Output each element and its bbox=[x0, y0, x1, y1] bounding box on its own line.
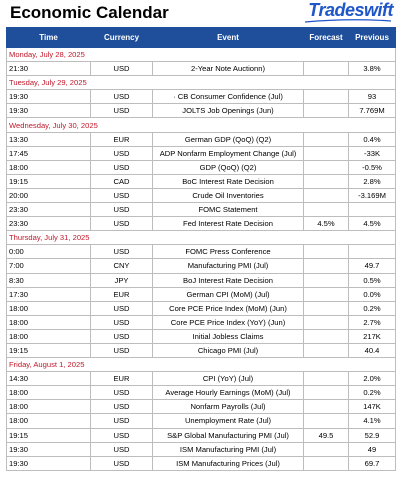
table-row bbox=[7, 203, 396, 217]
event-cell: Manufacturing PMI (Jul) bbox=[153, 259, 304, 273]
forecast-cell bbox=[304, 259, 349, 273]
previous-cell: 49 bbox=[349, 442, 396, 456]
time-cell: 18:00 bbox=[7, 329, 91, 343]
time-cell: 19:15 bbox=[7, 174, 91, 188]
event-cell: ADP Nonfarm Employment Change (Jul) bbox=[153, 146, 304, 160]
table-row bbox=[7, 343, 396, 357]
column-header-previous: Previous bbox=[349, 28, 396, 48]
table-row bbox=[7, 90, 396, 104]
event-cell: German CPI (MoM) (Jul) bbox=[153, 287, 304, 301]
table-row bbox=[7, 456, 396, 470]
time-cell: 19:30 bbox=[7, 104, 91, 118]
date-label: Monday, July 28, 2025 bbox=[7, 48, 396, 62]
forecast-cell bbox=[304, 146, 349, 160]
previous-cell: -0.5% bbox=[349, 160, 396, 174]
event-cell: S&P Global Manufacturing PMI (Jul) bbox=[153, 428, 304, 442]
currency-cell: CAD bbox=[91, 174, 153, 188]
previous-cell: 93 bbox=[349, 90, 396, 104]
forecast-cell bbox=[304, 301, 349, 315]
table-row bbox=[7, 372, 396, 386]
time-cell: 18:00 bbox=[7, 414, 91, 428]
time-cell: 18:00 bbox=[7, 160, 91, 174]
forecast-cell: 49.5 bbox=[304, 428, 349, 442]
previous-cell: 2.0% bbox=[349, 372, 396, 386]
previous-cell: 69.7 bbox=[349, 456, 396, 470]
currency-cell: EUR bbox=[91, 372, 153, 386]
date-row bbox=[7, 358, 396, 372]
forecast-cell: 4.5% bbox=[304, 217, 349, 231]
currency-cell: EUR bbox=[91, 287, 153, 301]
event-cell: CPI (YoY) (Jul) bbox=[153, 372, 304, 386]
time-cell: 23:30 bbox=[7, 217, 91, 231]
forecast-cell bbox=[304, 104, 349, 118]
table-row bbox=[7, 287, 396, 301]
table-row bbox=[7, 174, 396, 188]
event-cell: Core PCE Price Index (MoM) (Jun) bbox=[153, 301, 304, 315]
table-body bbox=[7, 48, 396, 471]
previous-cell bbox=[349, 203, 396, 217]
previous-cell: 3.8% bbox=[349, 62, 396, 76]
time-cell: 19:30 bbox=[7, 90, 91, 104]
forecast-cell bbox=[304, 315, 349, 329]
currency-cell: USD bbox=[91, 329, 153, 343]
currency-cell: USD bbox=[91, 414, 153, 428]
previous-cell: 0.2% bbox=[349, 386, 396, 400]
time-cell: 8:30 bbox=[7, 273, 91, 287]
previous-cell: -3.169M bbox=[349, 188, 396, 202]
table-row bbox=[7, 442, 396, 456]
table-row bbox=[7, 132, 396, 146]
date-row bbox=[7, 231, 396, 245]
time-cell: 18:00 bbox=[7, 301, 91, 315]
table-row bbox=[7, 386, 396, 400]
forecast-cell bbox=[304, 287, 349, 301]
forecast-cell bbox=[304, 188, 349, 202]
forecast-cell bbox=[304, 174, 349, 188]
currency-cell: USD bbox=[91, 203, 153, 217]
event-cell: Initial Jobless Claims bbox=[153, 329, 304, 343]
currency-cell: USD bbox=[91, 146, 153, 160]
currency-cell: USD bbox=[91, 217, 153, 231]
time-cell: 20:00 bbox=[7, 188, 91, 202]
table-row bbox=[7, 217, 396, 231]
previous-cell: 2.8% bbox=[349, 174, 396, 188]
forecast-cell bbox=[304, 329, 349, 343]
forecast-cell bbox=[304, 90, 349, 104]
event-cell: Fed Interest Rate Decision bbox=[153, 217, 304, 231]
time-cell: 18:00 bbox=[7, 400, 91, 414]
event-cell: GDP (QoQ) (Q2) bbox=[153, 160, 304, 174]
time-cell: 23:30 bbox=[7, 203, 91, 217]
date-row bbox=[7, 76, 396, 90]
time-cell: 21:30 bbox=[7, 62, 91, 76]
column-header-event: Event bbox=[153, 28, 304, 48]
event-cell: Nonfarm Payrolls (Jul) bbox=[153, 400, 304, 414]
event-cell: German GDP (QoQ) (Q2) bbox=[153, 132, 304, 146]
currency-cell: JPY bbox=[91, 273, 153, 287]
time-cell: 17:30 bbox=[7, 287, 91, 301]
table-row bbox=[7, 188, 396, 202]
time-cell: 19:15 bbox=[7, 428, 91, 442]
table-row bbox=[7, 315, 396, 329]
event-cell: ISM Manufacturing Prices (Jul) bbox=[153, 456, 304, 470]
column-header-time: Time bbox=[7, 28, 91, 48]
currency-cell: USD bbox=[91, 400, 153, 414]
table-row bbox=[7, 428, 396, 442]
time-cell: 17:45 bbox=[7, 146, 91, 160]
time-cell: 18:00 bbox=[7, 315, 91, 329]
table-row bbox=[7, 62, 396, 76]
table-row bbox=[7, 160, 396, 174]
currency-cell: EUR bbox=[91, 132, 153, 146]
page-title: Economic Calendar bbox=[10, 3, 169, 22]
currency-cell: CNY bbox=[91, 259, 153, 273]
event-cell: Chicago PMI (Jul) bbox=[153, 343, 304, 357]
brand-swoosh-icon bbox=[305, 19, 391, 23]
date-label: Tuesday, July 29, 2025 bbox=[7, 76, 396, 90]
currency-cell: USD bbox=[91, 245, 153, 259]
event-cell: Unemployment Rate (Jul) bbox=[153, 414, 304, 428]
date-label: Thursday, July 31, 2025 bbox=[7, 231, 396, 245]
event-cell: 2-Year Note Auctionn) bbox=[153, 62, 304, 76]
currency-cell: USD bbox=[91, 343, 153, 357]
date-row bbox=[7, 118, 396, 132]
forecast-cell bbox=[304, 386, 349, 400]
event-cell: Average Hourly Earnings (MoM) (Jul) bbox=[153, 386, 304, 400]
currency-cell: USD bbox=[91, 386, 153, 400]
previous-cell: 49.7 bbox=[349, 259, 396, 273]
table-row bbox=[7, 104, 396, 118]
time-cell: 18:00 bbox=[7, 386, 91, 400]
currency-cell: USD bbox=[91, 301, 153, 315]
table-row bbox=[7, 259, 396, 273]
time-cell: 14:30 bbox=[7, 372, 91, 386]
event-cell: JOLTS Job Openings (Jun) bbox=[153, 104, 304, 118]
currency-cell: USD bbox=[91, 456, 153, 470]
time-cell: 19:15 bbox=[7, 343, 91, 357]
forecast-cell bbox=[304, 372, 349, 386]
economic-calendar-table bbox=[6, 27, 396, 471]
date-row bbox=[7, 48, 396, 62]
currency-cell: USD bbox=[91, 188, 153, 202]
table-row bbox=[7, 245, 396, 259]
table-row bbox=[7, 273, 396, 287]
previous-cell: 4.1% bbox=[349, 414, 396, 428]
currency-cell: USD bbox=[91, 442, 153, 456]
forecast-cell bbox=[304, 203, 349, 217]
forecast-cell bbox=[304, 245, 349, 259]
date-label: Friday, August 1, 2025 bbox=[7, 358, 396, 372]
column-header-currency: Currency bbox=[91, 28, 153, 48]
table-row bbox=[7, 414, 396, 428]
previous-cell: 217K bbox=[349, 329, 396, 343]
table-row bbox=[7, 400, 396, 414]
event-cell: BoC Interest Rate Decision bbox=[153, 174, 304, 188]
page-header bbox=[0, 0, 401, 26]
column-header-forecast: Forecast bbox=[304, 28, 349, 48]
forecast-cell bbox=[304, 343, 349, 357]
currency-cell: USD bbox=[91, 160, 153, 174]
table-header-row bbox=[7, 28, 396, 48]
previous-cell: 147K bbox=[349, 400, 396, 414]
previous-cell: -33K bbox=[349, 146, 396, 160]
forecast-cell bbox=[304, 400, 349, 414]
forecast-cell bbox=[304, 62, 349, 76]
time-cell: 19:30 bbox=[7, 456, 91, 470]
previous-cell: 2.7% bbox=[349, 315, 396, 329]
previous-cell: 52.9 bbox=[349, 428, 396, 442]
date-label: Wednesday, July 30, 2025 bbox=[7, 118, 396, 132]
previous-cell: 7.769M bbox=[349, 104, 396, 118]
forecast-cell bbox=[304, 160, 349, 174]
time-cell: 0:00 bbox=[7, 245, 91, 259]
previous-cell: 4.5% bbox=[349, 217, 396, 231]
event-cell: · CB Consumer Confidence (Jul) bbox=[153, 90, 304, 104]
currency-cell: USD bbox=[91, 90, 153, 104]
table-row bbox=[7, 329, 396, 343]
currency-cell: USD bbox=[91, 315, 153, 329]
brand-logo: Tradeswift bbox=[308, 0, 393, 20]
previous-cell: 40.4 bbox=[349, 343, 396, 357]
previous-cell: 0.0% bbox=[349, 287, 396, 301]
currency-cell: USD bbox=[91, 428, 153, 442]
event-cell: FOMC Statement bbox=[153, 203, 304, 217]
previous-cell: 0.2% bbox=[349, 301, 396, 315]
forecast-cell bbox=[304, 414, 349, 428]
event-cell: BoJ Interest Rate Decision bbox=[153, 273, 304, 287]
previous-cell: 0.5% bbox=[349, 273, 396, 287]
currency-cell: USD bbox=[91, 104, 153, 118]
event-cell: Core PCE Price Index (YoY) (Jun) bbox=[153, 315, 304, 329]
event-cell: FOMC Press Conference bbox=[153, 245, 304, 259]
forecast-cell bbox=[304, 442, 349, 456]
time-cell: 13:30 bbox=[7, 132, 91, 146]
previous-cell bbox=[349, 245, 396, 259]
currency-cell: USD bbox=[91, 62, 153, 76]
time-cell: 7:00 bbox=[7, 259, 91, 273]
event-cell: ISM Manufacturing PMI (Jul) bbox=[153, 442, 304, 456]
table-row bbox=[7, 146, 396, 160]
table-row bbox=[7, 301, 396, 315]
forecast-cell bbox=[304, 456, 349, 470]
forecast-cell bbox=[304, 273, 349, 287]
event-cell: Crude Oil Inventories bbox=[153, 188, 304, 202]
previous-cell: 0.4% bbox=[349, 132, 396, 146]
forecast-cell bbox=[304, 132, 349, 146]
time-cell: 19:30 bbox=[7, 442, 91, 456]
